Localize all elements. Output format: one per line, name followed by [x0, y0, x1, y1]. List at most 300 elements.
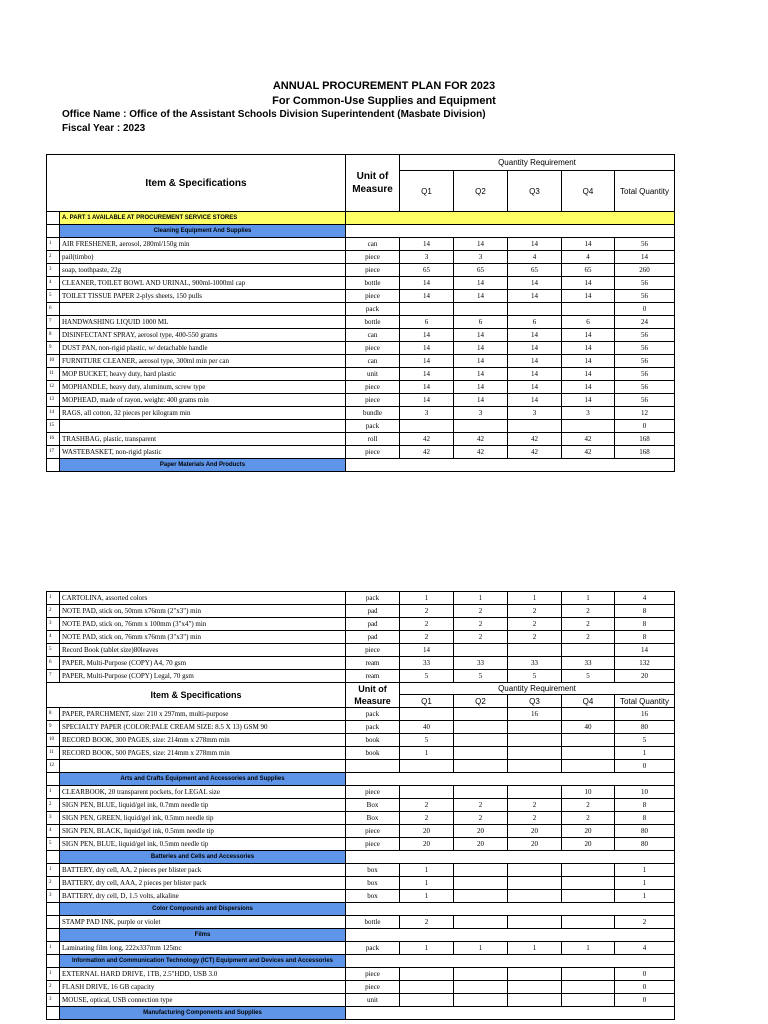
table-row	[47, 670, 675, 683]
q4-header: Q4	[562, 171, 615, 212]
q4-value: 2	[562, 605, 615, 618]
q2-value: 20	[454, 825, 508, 838]
row-number: 11	[47, 368, 60, 381]
q1-value: 20	[400, 838, 454, 851]
q3-value	[508, 734, 562, 747]
item-spec: BATTERY, dry cell, AA, 2 pieces per blister pack	[60, 864, 346, 877]
table-row	[47, 394, 675, 407]
q3-value: 2	[508, 799, 562, 812]
row-number: 14	[47, 407, 60, 420]
total-value: 8	[615, 799, 675, 812]
total-value: 56	[615, 368, 675, 381]
item-spec	[60, 760, 346, 773]
table-row	[47, 290, 675, 303]
table-row	[47, 760, 675, 773]
q2-value: 2	[454, 605, 508, 618]
row-number: 12	[47, 381, 60, 394]
q3-value: 14	[508, 355, 562, 368]
q2-value: 14	[454, 342, 508, 355]
unit-header-repeat: Unit of Measure	[346, 683, 400, 708]
office-name: Office Name : Office of the Assistant Schools Division Superintendent (Masbate Division)	[62, 109, 486, 120]
unit: bottle	[346, 916, 400, 929]
q1-value: 14	[400, 355, 454, 368]
q1-value: 20	[400, 825, 454, 838]
row-number-cell	[47, 929, 60, 942]
q3-value: 3	[508, 407, 562, 420]
q3-value: 14	[508, 329, 562, 342]
category-heading: Information and Communication Technology (ICT) Equipment and Devices and Accessories	[60, 955, 346, 968]
total-value: 168	[615, 446, 675, 459]
row-number: 2	[47, 799, 60, 812]
row-number: 10	[47, 355, 60, 368]
row-number: 8	[47, 708, 60, 721]
table-row	[47, 420, 675, 433]
category-row	[47, 225, 675, 238]
document-title: ANNUAL PROCUREMENT PLAN FOR 2023	[272, 80, 496, 92]
q4-value: 33	[562, 657, 615, 670]
row-number-cell	[47, 1007, 60, 1020]
item-spec: NOTE PAD, stick on, 76mm x76mm (3"x3") min	[60, 631, 346, 644]
q1-value	[400, 786, 454, 799]
table-row	[47, 838, 675, 851]
category-heading: Color Compounds and Dispersions	[60, 903, 346, 916]
q3-value	[508, 877, 562, 890]
q1-value: 14	[400, 290, 454, 303]
total-value: 0	[615, 994, 675, 1007]
item-spec: RECORD BOOK, 500 PAGES, size: 214mm x 278mm min	[60, 747, 346, 760]
q4-value	[562, 303, 615, 316]
row-number: 5	[47, 290, 60, 303]
table-row	[47, 368, 675, 381]
row-number: 4	[47, 631, 60, 644]
total-value: 56	[615, 277, 675, 290]
row-number: 4	[47, 277, 60, 290]
item-spec: RAGS, all cotton, 32 pieces per kilogram min	[60, 407, 346, 420]
row-number: 10	[47, 734, 60, 747]
q4-value: 2	[562, 618, 615, 631]
q3-header: Q3	[508, 171, 562, 212]
q1-value: 1	[400, 592, 454, 605]
total-value: 56	[615, 238, 675, 251]
q1-header-repeat: Q1	[400, 695, 454, 708]
table-row	[47, 786, 675, 799]
row-number	[47, 916, 60, 929]
total-value: 1	[615, 877, 675, 890]
row-number: 6	[47, 303, 60, 316]
row-number: 12	[47, 760, 60, 773]
unit: book	[346, 747, 400, 760]
q2-value: 2	[454, 799, 508, 812]
item-spec: FURNITURE CLEANER, aerosol type, 300ml min per can	[60, 355, 346, 368]
q2-value	[454, 760, 508, 773]
q2-value: 14	[454, 329, 508, 342]
q1-value: 5	[400, 734, 454, 747]
item-spec: WASTEBASKET, non-rigid plastic	[60, 446, 346, 459]
item-spec: RECORD BOOK, 300 PAGES, size: 214mm x 278mm min	[60, 734, 346, 747]
heading-filler	[346, 1007, 675, 1020]
table-row	[47, 264, 675, 277]
table-row	[47, 251, 675, 264]
q2-value	[454, 786, 508, 799]
q3-value: 2	[508, 812, 562, 825]
heading-filler	[346, 955, 675, 968]
item-spec: TRASHBAG, plastic, transparent	[60, 433, 346, 446]
unit: pad	[346, 605, 400, 618]
unit: pack	[346, 942, 400, 955]
q1-value: 33	[400, 657, 454, 670]
row-number: 17	[47, 446, 60, 459]
table-row	[47, 799, 675, 812]
table-row	[47, 618, 675, 631]
q1-value: 2	[400, 812, 454, 825]
row-number: 7	[47, 670, 60, 683]
item-spec: SPECIALTY PAPER (COLOR:PALE CREAM SIZE: 8.5 X 13) GSM 90	[60, 721, 346, 734]
total-value: 8	[615, 631, 675, 644]
q2-value	[454, 981, 508, 994]
unit: pack	[346, 303, 400, 316]
q4-value: 20	[562, 838, 615, 851]
table-row	[47, 994, 675, 1007]
item-spec: NOTE PAD, stick on, 76mm x 100mm (3"x4") min	[60, 618, 346, 631]
q4-value: 14	[562, 381, 615, 394]
total-value: 10	[615, 786, 675, 799]
item-spec: SIGN PEN, BLUE, liquid/gel ink, 0.5mm needle tip	[60, 838, 346, 851]
fiscal-year: Fiscal Year : 2023	[62, 123, 146, 134]
q4-value	[562, 734, 615, 747]
q4-value: 2	[562, 812, 615, 825]
q3-value: 14	[508, 368, 562, 381]
table-row	[47, 877, 675, 890]
total-value: 80	[615, 838, 675, 851]
q2-value: 1	[454, 942, 508, 955]
total-value: 14	[615, 644, 675, 657]
table-row	[47, 968, 675, 981]
q1-value: 1	[400, 864, 454, 877]
item-spec: BATTERY, dry cell, D, 1.5 volts, alkaline	[60, 890, 346, 903]
q4-value	[562, 981, 615, 994]
unit: box	[346, 890, 400, 903]
item-spec: EXTERNAL HARD DRIVE, 1TB, 2.5"HDD, USB 3.0	[60, 968, 346, 981]
row-number: 16	[47, 433, 60, 446]
q2-value: 20	[454, 838, 508, 851]
table-row	[47, 825, 675, 838]
item-spec	[60, 420, 346, 433]
q3-value	[508, 981, 562, 994]
q4-value: 6	[562, 316, 615, 329]
total-value: 0	[615, 760, 675, 773]
q1-value: 42	[400, 446, 454, 459]
q3-value	[508, 864, 562, 877]
category-heading: Films	[60, 929, 346, 942]
category-heading: Manufacturing Components and Supplies	[60, 1007, 346, 1020]
q4-value: 14	[562, 290, 615, 303]
procurement-table-paper	[46, 591, 675, 1020]
q1-value: 14	[400, 238, 454, 251]
q4-value: 1	[562, 592, 615, 605]
q4-value	[562, 644, 615, 657]
q1-value: 2	[400, 916, 454, 929]
table-row	[47, 446, 675, 459]
q1-value: 1	[400, 890, 454, 903]
unit: book	[346, 734, 400, 747]
table-row	[47, 644, 675, 657]
row-number-cell	[47, 851, 60, 864]
q2-value: 1	[454, 592, 508, 605]
procurement-table-cleaning	[46, 154, 675, 472]
item-spec-header: Item & Specifications	[47, 155, 346, 212]
q3-value: 4	[508, 251, 562, 264]
q1-value: 14	[400, 644, 454, 657]
q1-value	[400, 981, 454, 994]
unit: piece	[346, 838, 400, 851]
q3-value	[508, 747, 562, 760]
total-value: 80	[615, 721, 675, 734]
q4-value: 14	[562, 238, 615, 251]
item-spec	[60, 303, 346, 316]
row-number: 3	[47, 890, 60, 903]
table-row	[47, 734, 675, 747]
q2-value: 14	[454, 290, 508, 303]
item-spec: MOP BUCKET, heavy duty, hard plastic	[60, 368, 346, 381]
item-spec-header-repeat: Item & Specifications	[47, 683, 346, 708]
q2-value	[454, 877, 508, 890]
total-value: 56	[615, 329, 675, 342]
document-subtitle: For Common-Use Supplies and Equipment	[272, 95, 496, 107]
q3-value: 1	[508, 942, 562, 955]
table-row	[47, 433, 675, 446]
q3-value: 20	[508, 825, 562, 838]
row-number-cell	[47, 773, 60, 786]
total-value: 0	[615, 303, 675, 316]
table-row	[47, 812, 675, 825]
unit: bottle	[346, 316, 400, 329]
quantity-requirement-header-repeat: Quantity Requirement	[400, 683, 675, 695]
item-spec: CLEANER, TOILET BOWL AND URINAL, 900ml-1000ml cap	[60, 277, 346, 290]
item-spec: DUST PAN, non-rigid plastic, w/ detachable handle	[60, 342, 346, 355]
q3-value: 14	[508, 290, 562, 303]
total-quantity-header-repeat: Total Quantity	[615, 695, 675, 708]
item-spec: pail(timbo)	[60, 251, 346, 264]
heading-filler	[346, 773, 675, 786]
heading-filler	[346, 929, 675, 942]
category-row	[47, 955, 675, 968]
total-value: 1	[615, 890, 675, 903]
q4-value: 42	[562, 446, 615, 459]
item-spec: PAPER, PARCHMENT, size: 210 x 297mm, multi-purpose	[60, 708, 346, 721]
unit: piece	[346, 264, 400, 277]
unit: pad	[346, 618, 400, 631]
q3-value: 5	[508, 670, 562, 683]
q2-value	[454, 420, 508, 433]
item-spec: DISINFECTANT SPRAY, aerosol type, 400-550 grams	[60, 329, 346, 342]
table-row	[47, 407, 675, 420]
row-number: 3	[47, 618, 60, 631]
q2-value	[454, 890, 508, 903]
category-row	[47, 903, 675, 916]
q1-value: 42	[400, 433, 454, 446]
q3-value: 14	[508, 394, 562, 407]
unit: can	[346, 238, 400, 251]
q1-value: 40	[400, 721, 454, 734]
q3-value: 42	[508, 446, 562, 459]
q2-value	[454, 968, 508, 981]
q3-value: 20	[508, 838, 562, 851]
q2-value	[454, 644, 508, 657]
item-spec: MOPHEAD, made of rayon, weight: 400 grams min	[60, 394, 346, 407]
q1-value: 3	[400, 251, 454, 264]
total-value: 12	[615, 407, 675, 420]
total-value: 1	[615, 747, 675, 760]
q4-value: 2	[562, 631, 615, 644]
q3-value: 16	[508, 708, 562, 721]
q4-value	[562, 747, 615, 760]
table-row	[47, 864, 675, 877]
q1-value	[400, 760, 454, 773]
q4-value	[562, 968, 615, 981]
unit: bottle	[346, 277, 400, 290]
category-row	[47, 1007, 675, 1020]
q2-value	[454, 994, 508, 1007]
total-value: 16	[615, 708, 675, 721]
row-number: 1	[47, 238, 60, 251]
q3-value: 2	[508, 605, 562, 618]
total-value: 56	[615, 394, 675, 407]
unit: ream	[346, 670, 400, 683]
unit: piece	[346, 342, 400, 355]
q2-value: 65	[454, 264, 508, 277]
row-number: 3	[47, 812, 60, 825]
row-number-cell	[47, 459, 60, 472]
q4-value: 65	[562, 264, 615, 277]
q1-value: 1	[400, 747, 454, 760]
item-spec: MOUSE, optical, USB connection type	[60, 994, 346, 1007]
q1-value: 2	[400, 631, 454, 644]
unit	[346, 760, 400, 773]
total-value: 80	[615, 825, 675, 838]
q4-value: 14	[562, 394, 615, 407]
heading-filler	[346, 225, 675, 238]
category-heading: Cleaning Equipment And Supplies	[60, 225, 346, 238]
part-row	[47, 212, 675, 225]
table-row	[47, 342, 675, 355]
q1-value: 1	[400, 877, 454, 890]
q4-value	[562, 877, 615, 890]
q2-value: 6	[454, 316, 508, 329]
unit: piece	[346, 446, 400, 459]
row-number: 3	[47, 264, 60, 277]
q3-value	[508, 760, 562, 773]
q4-value	[562, 760, 615, 773]
table-row	[47, 890, 675, 903]
q4-value	[562, 890, 615, 903]
table-row	[47, 355, 675, 368]
category-heading: Arts and Crafts Equipment and Accessories and Supplies	[60, 773, 346, 786]
item-spec: TOILET TISSUE PAPER 2-plys sheets, 150 pulls	[60, 290, 346, 303]
row-number: 11	[47, 747, 60, 760]
unit: piece	[346, 251, 400, 264]
unit-header: Unit of Measure	[346, 155, 400, 212]
q2-value: 3	[454, 251, 508, 264]
table-row	[47, 747, 675, 760]
q2-value	[454, 303, 508, 316]
table-row	[47, 277, 675, 290]
table-row	[47, 631, 675, 644]
unit: ream	[346, 657, 400, 670]
row-number: 1	[47, 786, 60, 799]
unit: pad	[346, 631, 400, 644]
q2-value	[454, 864, 508, 877]
q4-value: 5	[562, 670, 615, 683]
q2-value: 42	[454, 446, 508, 459]
item-spec: BATTERY, dry cell, AAA, 2 pieces per blister pack	[60, 877, 346, 890]
item-spec: Laminating film long, 222x337mm 125mc	[60, 942, 346, 955]
unit: box	[346, 877, 400, 890]
q2-value: 2	[454, 631, 508, 644]
q2-value: 5	[454, 670, 508, 683]
item-spec: CARTOLINA, assorted colors	[60, 592, 346, 605]
q1-value: 2	[400, 618, 454, 631]
table-row	[47, 916, 675, 929]
unit: can	[346, 355, 400, 368]
row-number: 2	[47, 877, 60, 890]
total-value: 56	[615, 355, 675, 368]
q4-value: 14	[562, 329, 615, 342]
row-number: 9	[47, 721, 60, 734]
unit: pack	[346, 592, 400, 605]
item-spec: SIGN PEN, GREEN, liquid/gel ink, 0.5mm needle tip	[60, 812, 346, 825]
q4-value: 1	[562, 942, 615, 955]
table-row	[47, 303, 675, 316]
row-number-cell	[47, 225, 60, 238]
unit: Box	[346, 812, 400, 825]
row-number: 2	[47, 981, 60, 994]
q4-header-repeat: Q4	[562, 695, 615, 708]
total-value: 56	[615, 342, 675, 355]
q2-value: 42	[454, 433, 508, 446]
total-value: 56	[615, 381, 675, 394]
row-number: 2	[47, 605, 60, 618]
unit: piece	[346, 786, 400, 799]
total-value: 8	[615, 605, 675, 618]
q2-value	[454, 734, 508, 747]
unit: piece	[346, 290, 400, 303]
table-row	[47, 708, 675, 721]
total-value: 8	[615, 618, 675, 631]
unit: unit	[346, 368, 400, 381]
row-number: 3	[47, 994, 60, 1007]
row-number: 7	[47, 316, 60, 329]
q3-value: 6	[508, 316, 562, 329]
q4-value: 42	[562, 433, 615, 446]
total-value: 168	[615, 433, 675, 446]
q2-value	[454, 721, 508, 734]
q2-header: Q2	[454, 171, 508, 212]
q1-value: 14	[400, 394, 454, 407]
heading-filler	[346, 851, 675, 864]
heading-filler	[346, 903, 675, 916]
row-number: 13	[47, 394, 60, 407]
q1-value: 65	[400, 264, 454, 277]
row-number: 5	[47, 644, 60, 657]
total-value: 5	[615, 734, 675, 747]
quantity-requirement-header: Quantity Requirement	[400, 155, 675, 171]
q2-value: 14	[454, 368, 508, 381]
q2-value: 14	[454, 277, 508, 290]
row-number: 2	[47, 251, 60, 264]
table-row	[47, 942, 675, 955]
q4-value	[562, 864, 615, 877]
table-row	[47, 592, 675, 605]
